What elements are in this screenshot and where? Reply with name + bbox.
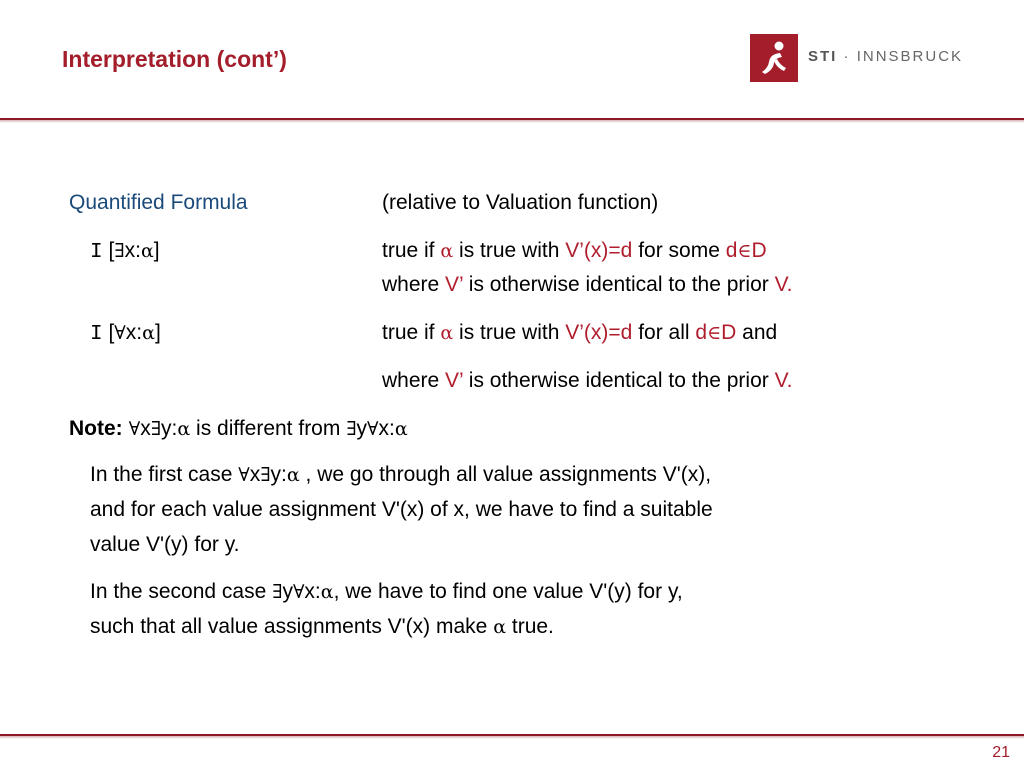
logo-wordmark: STI · INNSBRUCK xyxy=(808,48,964,65)
heading-relative-to-valuation: (relative to Valuation function) xyxy=(382,191,659,214)
paragraph1-line2: and for each value assignment V'(x) of x, we have to find a suitable xyxy=(90,498,713,521)
exists-formula: I [∃x:α] xyxy=(90,239,160,264)
paragraph1-line1: In the first case ∀x∃y:α , we go through all value assignments V'(x), xyxy=(90,463,712,486)
note-label: Note: xyxy=(69,417,123,440)
forall-definition-line1: true if α is true with V’(x)=d for all d∈D and xyxy=(382,321,778,344)
note-line: Note: ∀x∃y:α is different from ∃y∀x:α xyxy=(69,417,408,440)
footer-divider-shadow xyxy=(0,736,1024,739)
exists-definition-line2: where V’ is otherwise identical to the prior V. xyxy=(382,273,793,296)
paragraph2-line2: such that all value assignments V'(x) make α true. xyxy=(90,615,554,638)
exists-definition-line1: true if α is true with V’(x)=d for some d∈D xyxy=(382,239,767,262)
heading-quantified-formula: Quantified Formula xyxy=(69,191,248,214)
slide-title: Interpretation (cont’) xyxy=(62,46,287,72)
paragraph1-line3: value V'(y) for y. xyxy=(90,533,240,556)
forall-definition-line2: where V’ is otherwise identical to the prior V. xyxy=(382,369,793,392)
paragraph2-line1: In the second case ∃y∀x:α, we have to find one value V'(y) for y, xyxy=(90,580,683,603)
page-number: 21 xyxy=(992,744,1010,761)
forall-formula: I [∀x:α] xyxy=(90,321,161,346)
